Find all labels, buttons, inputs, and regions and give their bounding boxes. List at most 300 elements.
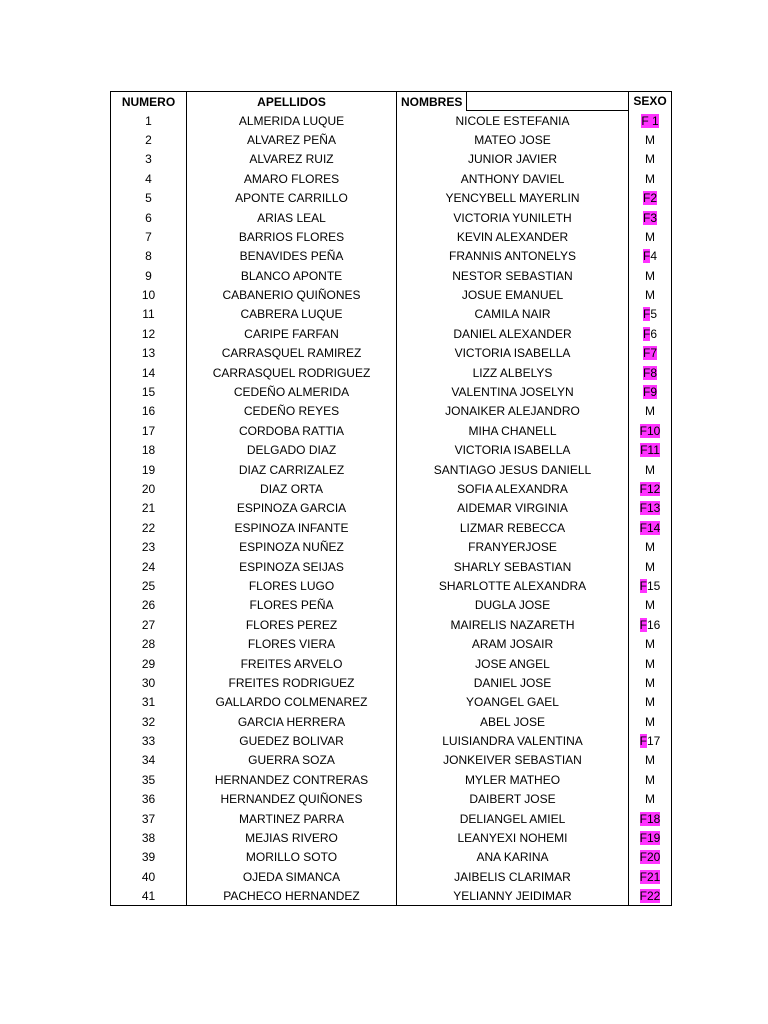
cell-apellidos: GARCIA HERRERA <box>187 712 397 731</box>
table-row <box>111 770 672 789</box>
cell-nombres: ARAM JOSAIR <box>471 637 554 652</box>
sexo-rest: M <box>645 462 655 477</box>
cell-numero: 34 <box>111 751 187 770</box>
cell-apellidos: FLORES PEÑA <box>187 596 397 615</box>
sexo-rest: M <box>645 598 655 613</box>
cell-numero: 11 <box>111 305 187 324</box>
cell-numero: 14 <box>111 363 187 382</box>
cell-sexo <box>629 790 672 809</box>
cell-sexo <box>629 479 672 498</box>
sexo-highlight: F19 <box>639 831 661 846</box>
cell-apellidos: CEDEÑO ALMERIDA <box>187 382 397 401</box>
sexo-value <box>645 150 655 168</box>
table-row <box>111 615 672 634</box>
header-sexo: SEXO <box>629 92 672 111</box>
sexo-highlight: F8 <box>642 365 657 380</box>
table-row <box>111 790 672 809</box>
cell-nombres: MATEO JOSE <box>474 132 551 147</box>
cell-numero: 6 <box>111 208 187 227</box>
cell-numero: 31 <box>111 693 187 712</box>
cell-apellidos: CABANERIO QUIÑONES <box>187 285 397 304</box>
cell-nombres: FRANYERJOSE <box>468 540 557 555</box>
cell-sexo <box>629 576 672 595</box>
sexo-value <box>640 441 660 459</box>
table-row <box>111 344 672 363</box>
cell-numero: 29 <box>111 654 187 673</box>
cell-nombres: VICTORIA ISABELLA <box>454 346 571 361</box>
sexo-value <box>640 616 661 634</box>
sexo-highlight: F <box>642 307 651 322</box>
cell-numero: 38 <box>111 828 187 847</box>
cell-nombres: LIZZ ALBELYS <box>472 365 553 380</box>
sexo-rest: M <box>645 675 655 690</box>
table-row <box>111 654 672 673</box>
sexo-value <box>643 364 657 382</box>
cell-sexo <box>629 421 672 440</box>
cell-numero: 40 <box>111 867 187 886</box>
cell-apellidos: FREITES ARVELO <box>187 654 397 673</box>
cell-nombres: YENCYBELL MAYERLIN <box>445 191 580 206</box>
cell-sexo <box>629 169 672 188</box>
sexo-highlight: F 1 <box>641 113 659 128</box>
sexo-value <box>640 810 661 828</box>
table-row <box>111 382 672 401</box>
cell-numero: 15 <box>111 382 187 401</box>
cell-nombres: MIHA CHANELL <box>468 423 557 438</box>
sexo-highlight: F21 <box>639 869 661 884</box>
sexo-rest: M <box>645 229 655 244</box>
cell-nombres: ANTHONY DAVIEL <box>460 171 565 186</box>
cell-nombres: YELIANNY JEIDIMAR <box>397 887 629 906</box>
cell-nombres: JUNIOR JAVIER <box>467 152 558 167</box>
cell-numero: 10 <box>111 285 187 304</box>
cell-nombres: JONKEIVER SEBASTIAN <box>443 753 582 768</box>
cell-sexo <box>629 441 672 460</box>
sexo-rest: M <box>645 132 655 147</box>
cell-nombres: NESTOR SEBASTIAN <box>452 268 573 283</box>
cell-nombres: ABEL JOSE <box>480 714 545 729</box>
cell-numero: 5 <box>111 188 187 207</box>
table-row <box>111 460 672 479</box>
sexo-value <box>640 887 661 905</box>
cell-numero: 9 <box>111 266 187 285</box>
cell-sexo <box>629 247 672 266</box>
table-row <box>111 557 672 576</box>
table-row <box>111 150 672 169</box>
sexo-rest: M <box>645 753 655 768</box>
cell-apellidos: CARRASQUEL RODRIGUEZ <box>187 363 397 382</box>
cell-numero: 25 <box>111 576 187 595</box>
cell-apellidos: DIAZ CARRIZALEZ <box>187 460 397 479</box>
cell-nombres: VICTORIA ISABELLA <box>454 443 571 458</box>
sexo-value <box>640 422 661 440</box>
cell-numero: 41 <box>111 887 187 906</box>
cell-numero: 19 <box>111 460 187 479</box>
cell-numero: 28 <box>111 634 187 653</box>
sexo-value <box>645 461 655 479</box>
cell-sexo <box>629 887 672 906</box>
cell-numero: 17 <box>111 421 187 440</box>
header-nombres: NOMBRES <box>397 92 467 111</box>
table-row <box>111 421 672 440</box>
table-row <box>111 828 672 847</box>
sexo-rest: M <box>645 656 655 671</box>
cell-nombres: YOANGEL GAEL <box>466 695 559 710</box>
cell-apellidos: CEDEÑO REYES <box>187 402 397 421</box>
table-row <box>111 208 672 227</box>
cell-numero: 39 <box>111 848 187 867</box>
table-row <box>111 479 672 498</box>
cell-nombres: SHARLY SEBASTIAN <box>453 559 572 574</box>
cell-apellidos: GUEDEZ BOLIVAR <box>187 731 397 750</box>
cell-nombres: JOSUE EMANUEL <box>461 288 564 303</box>
cell-sexo <box>629 150 672 169</box>
sexo-value <box>645 674 655 692</box>
table-row <box>111 441 672 460</box>
cell-sexo <box>629 770 672 789</box>
cell-apellidos: AMARO FLORES <box>187 169 397 188</box>
sexo-value <box>643 247 657 265</box>
cell-nombres: LEANYEXI NOHEMI <box>457 831 568 846</box>
sexo-rest: 16 <box>646 617 661 632</box>
cell-apellidos: GUERRA SOZA <box>187 751 397 770</box>
sexo-highlight: F2 <box>642 191 657 206</box>
cell-numero: 37 <box>111 809 187 828</box>
sexo-rest: M <box>645 772 655 787</box>
sexo-rest: M <box>645 404 655 419</box>
student-roster-table <box>110 91 672 906</box>
cell-apellidos: ALMERIDA LUQUE <box>187 111 397 130</box>
cell-sexo <box>629 809 672 828</box>
cell-sexo <box>629 557 672 576</box>
sexo-value <box>645 558 655 576</box>
cell-sexo <box>629 712 672 731</box>
sexo-rest: M <box>645 171 655 186</box>
sexo-highlight: F <box>639 734 647 749</box>
table-row <box>111 537 672 556</box>
cell-sexo <box>629 634 672 653</box>
sexo-value <box>645 693 655 711</box>
cell-nombres: AIDEMAR VIRGINIA <box>457 501 568 516</box>
sexo-value <box>645 771 655 789</box>
cell-sexo <box>629 402 672 421</box>
table-row <box>111 751 672 770</box>
cell-numero: 7 <box>111 227 187 246</box>
header-numero: NUMERO <box>111 92 187 111</box>
cell-sexo <box>629 731 672 750</box>
table-row <box>111 887 672 906</box>
table-row <box>111 402 672 421</box>
sexo-rest: M <box>645 288 655 303</box>
sexo-rest: 5 <box>650 307 658 322</box>
cell-numero: 1 <box>111 111 187 130</box>
cell-nombres: FRANNIS ANTONELYS <box>449 249 576 264</box>
sexo-value <box>640 499 661 517</box>
sexo-value <box>643 305 657 323</box>
cell-nombres: JAIBELIS CLARIMAR <box>454 869 571 884</box>
table-row <box>111 576 672 595</box>
cell-sexo <box>629 615 672 634</box>
sexo-value <box>643 383 657 401</box>
cell-sexo <box>629 693 672 712</box>
sexo-value <box>645 538 655 556</box>
cell-apellidos: FLORES VIERA <box>187 634 397 653</box>
cell-numero: 13 <box>111 344 187 363</box>
cell-nombres: SHARLOTTE ALEXANDRA <box>438 578 587 593</box>
cell-apellidos: CARRASQUEL RAMIREZ <box>187 344 397 363</box>
sexo-rest: M <box>645 559 655 574</box>
cell-sexo <box>629 673 672 692</box>
cell-apellidos: ESPINOZA NUÑEZ <box>187 537 397 556</box>
cell-sexo <box>629 848 672 867</box>
sexo-value <box>645 286 655 304</box>
cell-nombres: MYLER MATHEO <box>464 772 561 787</box>
cell-numero: 23 <box>111 537 187 556</box>
sexo-highlight: F14 <box>639 520 661 535</box>
cell-numero: 2 <box>111 130 187 149</box>
cell-apellidos: CORDOBA RATTIA <box>187 421 397 440</box>
sexo-highlight: F9 <box>642 385 657 400</box>
cell-nombres: VALENTINA JOSELYN <box>451 385 574 400</box>
sexo-value <box>640 577 661 595</box>
cell-apellidos: OJEDA SIMANCA <box>187 867 397 886</box>
table-row <box>111 363 672 382</box>
cell-apellidos: ALVAREZ RUIZ <box>187 150 397 169</box>
cell-nombres: KEVIN ALEXANDER <box>456 229 569 244</box>
cell-numero: 35 <box>111 770 187 789</box>
cell-nombres: CAMILA NAIR <box>474 307 551 322</box>
cell-nombres: DANIEL ALEXANDER <box>453 326 572 341</box>
cell-numero: 3 <box>111 150 187 169</box>
sexo-highlight: F22 <box>639 888 661 903</box>
cell-nombres: DANIEL JOSE <box>473 675 552 690</box>
cell-nombres: JONAIKER ALEJANDRO <box>445 404 580 419</box>
cell-apellidos: DELGADO DIAZ <box>187 441 397 460</box>
sexo-value <box>645 713 655 731</box>
table-row <box>111 634 672 653</box>
header-blank-cell <box>467 92 629 111</box>
cell-apellidos: ARIAS LEAL <box>187 208 397 227</box>
cell-sexo <box>629 751 672 770</box>
table-row <box>111 111 672 130</box>
cell-apellidos: BARRIOS FLORES <box>187 227 397 246</box>
header-apellidos: APELLIDOS <box>187 92 397 111</box>
cell-numero: 12 <box>111 324 187 343</box>
cell-sexo <box>629 828 672 847</box>
cell-sexo <box>629 188 672 207</box>
cell-sexo <box>629 867 672 886</box>
cell-nombres: NICOLE ESTEFANIA <box>455 113 570 128</box>
sexo-highlight: F13 <box>639 501 661 516</box>
cell-sexo <box>629 460 672 479</box>
sexo-rest: M <box>645 695 655 710</box>
cell-numero: 18 <box>111 441 187 460</box>
cell-apellidos: ESPINOZA SEIJAS <box>187 557 397 576</box>
table-row <box>111 266 672 285</box>
cell-nombres: SANTIAGO JESUS DANIELL <box>433 462 592 477</box>
header-row <box>111 92 672 111</box>
cell-sexo <box>629 596 672 615</box>
table-row <box>111 227 672 246</box>
sexo-value <box>645 131 655 149</box>
cell-numero: 26 <box>111 596 187 615</box>
table-row <box>111 324 672 343</box>
table-row <box>111 188 672 207</box>
table-row <box>111 867 672 886</box>
sexo-value <box>645 267 655 285</box>
cell-sexo <box>629 227 672 246</box>
cell-nombres: DAIBERT JOSE <box>469 792 556 807</box>
cell-sexo <box>629 266 672 285</box>
cell-sexo <box>629 344 672 363</box>
cell-nombres: VICTORIA YUNILETH <box>453 210 572 225</box>
cell-apellidos: FREITES RODRIGUEZ <box>187 673 397 692</box>
cell-nombres: LIZMAR REBECCA <box>459 520 566 535</box>
cell-nombres: LUISIANDRA VALENTINA <box>442 734 583 749</box>
cell-apellidos: APONTE CARRILLO <box>187 188 397 207</box>
cell-apellidos: DIAZ ORTA <box>187 479 397 498</box>
cell-sexo <box>629 208 672 227</box>
cell-sexo <box>629 111 672 130</box>
sexo-rest: M <box>645 637 655 652</box>
table-row <box>111 518 672 537</box>
cell-apellidos: MORILLO SOTO <box>187 848 397 867</box>
cell-apellidos: MARTINEZ PARRA <box>187 809 397 828</box>
cell-apellidos: ESPINOZA GARCIA <box>187 499 397 518</box>
cell-sexo <box>629 537 672 556</box>
cell-sexo <box>629 382 672 401</box>
sexo-highlight: F20 <box>639 850 661 865</box>
sexo-value <box>640 868 661 886</box>
cell-numero: 24 <box>111 557 187 576</box>
sexo-highlight: F <box>639 578 647 593</box>
sexo-highlight: F3 <box>642 210 657 225</box>
roster-body <box>111 111 672 906</box>
sexo-highlight: F10 <box>639 423 661 438</box>
cell-nombres: SOFIA ALEXANDRA <box>457 482 568 496</box>
cell-nombres: MAIRELIS NAZARETH <box>450 617 575 632</box>
sexo-value <box>645 635 655 653</box>
cell-apellidos: GALLARDO COLMENAREZ <box>187 693 397 712</box>
sexo-value <box>640 519 661 537</box>
sexo-rest: 17 <box>646 734 661 749</box>
sexo-value <box>643 189 657 207</box>
sexo-value <box>640 829 661 847</box>
table-row <box>111 247 672 266</box>
sexo-value <box>643 325 657 343</box>
cell-apellidos: BLANCO APONTE <box>187 266 397 285</box>
cell-apellidos: HERNANDEZ CONTRERAS <box>187 770 397 789</box>
sexo-rest: M <box>645 268 655 283</box>
cell-numero: 32 <box>111 712 187 731</box>
sexo-value <box>643 209 657 227</box>
cell-apellidos: FLORES LUGO <box>187 576 397 595</box>
cell-numero: 27 <box>111 615 187 634</box>
sexo-highlight: F <box>639 617 647 632</box>
cell-numero: 33 <box>111 731 187 750</box>
table-row <box>111 848 672 867</box>
sexo-highlight: F <box>642 249 651 264</box>
cell-numero: 30 <box>111 673 187 692</box>
cell-apellidos: ESPINOZA INFANTE <box>187 518 397 537</box>
table-row <box>111 305 672 324</box>
cell-numero: 20 <box>111 479 187 498</box>
table-row <box>111 596 672 615</box>
cell-sexo <box>629 518 672 537</box>
sexo-rest: 4 <box>650 249 658 264</box>
sexo-value <box>640 732 661 750</box>
sexo-rest: M <box>645 152 655 167</box>
cell-sexo <box>629 363 672 382</box>
cell-sexo <box>629 130 672 149</box>
table-row <box>111 499 672 518</box>
cell-numero: 8 <box>111 247 187 266</box>
cell-sexo <box>629 324 672 343</box>
table-row <box>111 285 672 304</box>
cell-apellidos: CARIPE FARFAN <box>187 324 397 343</box>
sexo-value <box>645 790 655 808</box>
cell-apellidos: MEJIAS RIVERO <box>187 828 397 847</box>
sexo-value <box>645 170 655 188</box>
cell-apellidos: FLORES PEREZ <box>187 615 397 634</box>
cell-nombres: JOSE ANGEL <box>475 656 550 671</box>
table-row <box>111 809 672 828</box>
sexo-rest: M <box>645 792 655 807</box>
cell-sexo <box>629 285 672 304</box>
sexo-rest: 6 <box>650 326 658 341</box>
sexo-value <box>645 596 655 614</box>
sexo-value <box>645 402 655 420</box>
sexo-highlight: F11 <box>640 443 660 458</box>
cell-numero: 21 <box>111 499 187 518</box>
sexo-value <box>645 228 655 246</box>
cell-apellidos: PACHECO HERNANDEZ <box>187 887 397 906</box>
cell-sexo <box>629 499 672 518</box>
cell-sexo <box>629 654 672 673</box>
cell-apellidos: BENAVIDES PEÑA <box>187 247 397 266</box>
sexo-highlight: F18 <box>639 811 661 826</box>
table-row <box>111 130 672 149</box>
cell-numero: 16 <box>111 402 187 421</box>
sexo-rest: 15 <box>646 578 661 593</box>
sexo-highlight: F7 <box>642 346 657 361</box>
sexo-value <box>640 848 661 866</box>
cell-nombres: ANA KARINA <box>476 850 549 865</box>
sexo-rest: M <box>645 540 655 555</box>
table-row <box>111 731 672 750</box>
cell-apellidos: CABRERA LUQUE <box>187 305 397 324</box>
cell-numero: 4 <box>111 169 187 188</box>
cell-sexo <box>629 305 672 324</box>
sexo-value <box>641 112 658 130</box>
sexo-highlight: F12 <box>639 482 661 496</box>
cell-apellidos: HERNANDEZ QUIÑONES <box>187 790 397 809</box>
table-row <box>111 169 672 188</box>
table-row <box>111 673 672 692</box>
table-row <box>111 712 672 731</box>
table-row <box>111 693 672 712</box>
cell-nombres: DUGLA JOSE <box>474 598 551 613</box>
sexo-rest: M <box>645 714 655 729</box>
cell-apellidos: ALVAREZ PEÑA <box>187 130 397 149</box>
sexo-value <box>645 751 655 769</box>
cell-numero: 36 <box>111 790 187 809</box>
cell-nombres: DELIANGEL AMIEL <box>459 811 566 826</box>
sexo-value <box>645 655 655 673</box>
cell-numero: 22 <box>111 518 187 537</box>
sexo-highlight: F <box>642 326 651 341</box>
sexo-value <box>640 480 661 498</box>
